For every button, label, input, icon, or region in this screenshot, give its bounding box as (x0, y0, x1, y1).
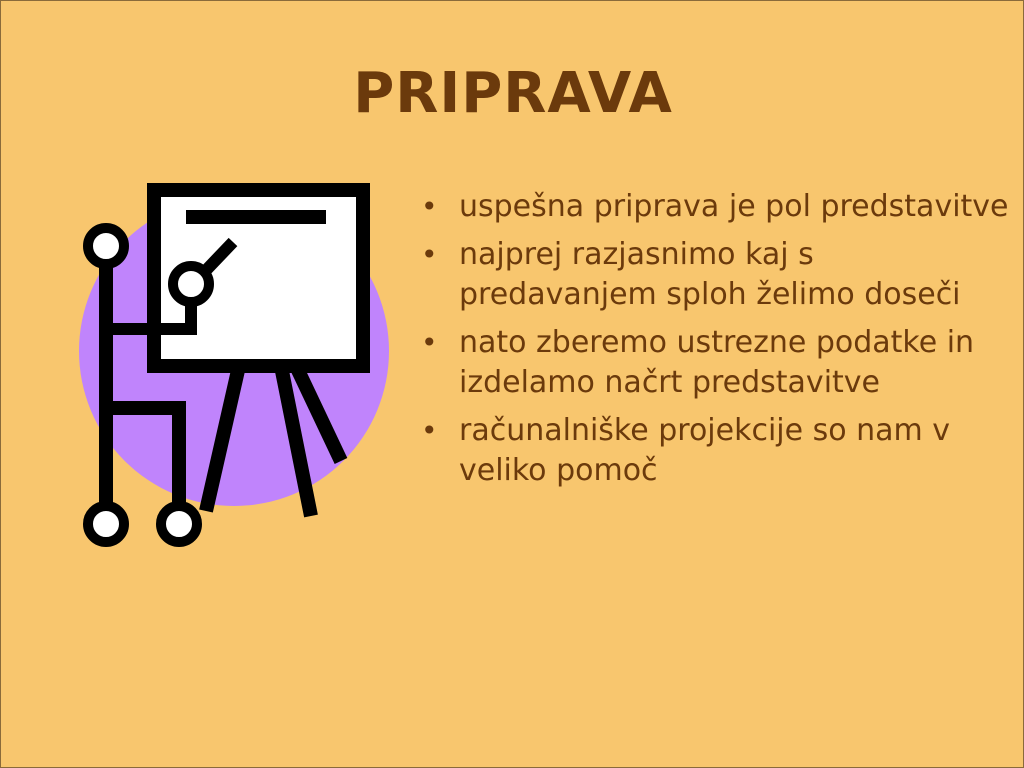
bullet-dot: • (421, 190, 438, 223)
hand (173, 266, 209, 302)
bullet-text: nato zberemo ustrezne podatke in izdelamo načrt predstavitve (459, 325, 975, 400)
bullet-text: uspešna priprava je pol predstavitve (459, 189, 1009, 224)
board-text-line (186, 210, 326, 224)
bullet-item (419, 235, 1019, 315)
foot-right (161, 506, 197, 542)
bullet-text: najprej razjasnimo kaj s predavanjem sploh želimo doseči (459, 237, 961, 312)
presenter-at-easel-icon (71, 176, 401, 556)
bullet-text: računalniške projekcije so nam v veliko pomoč (459, 413, 951, 488)
bullet-dot: • (421, 414, 438, 447)
bullet-item (419, 323, 1019, 403)
slide-title: PRIPRAVA (353, 61, 673, 126)
bullet-dot: • (421, 326, 438, 359)
bullet-list (419, 187, 1019, 499)
bullet-item (419, 411, 1019, 491)
foot-left (88, 506, 124, 542)
bullet-dot: • (421, 238, 438, 271)
head (88, 228, 124, 264)
bullet-item (419, 187, 1019, 227)
